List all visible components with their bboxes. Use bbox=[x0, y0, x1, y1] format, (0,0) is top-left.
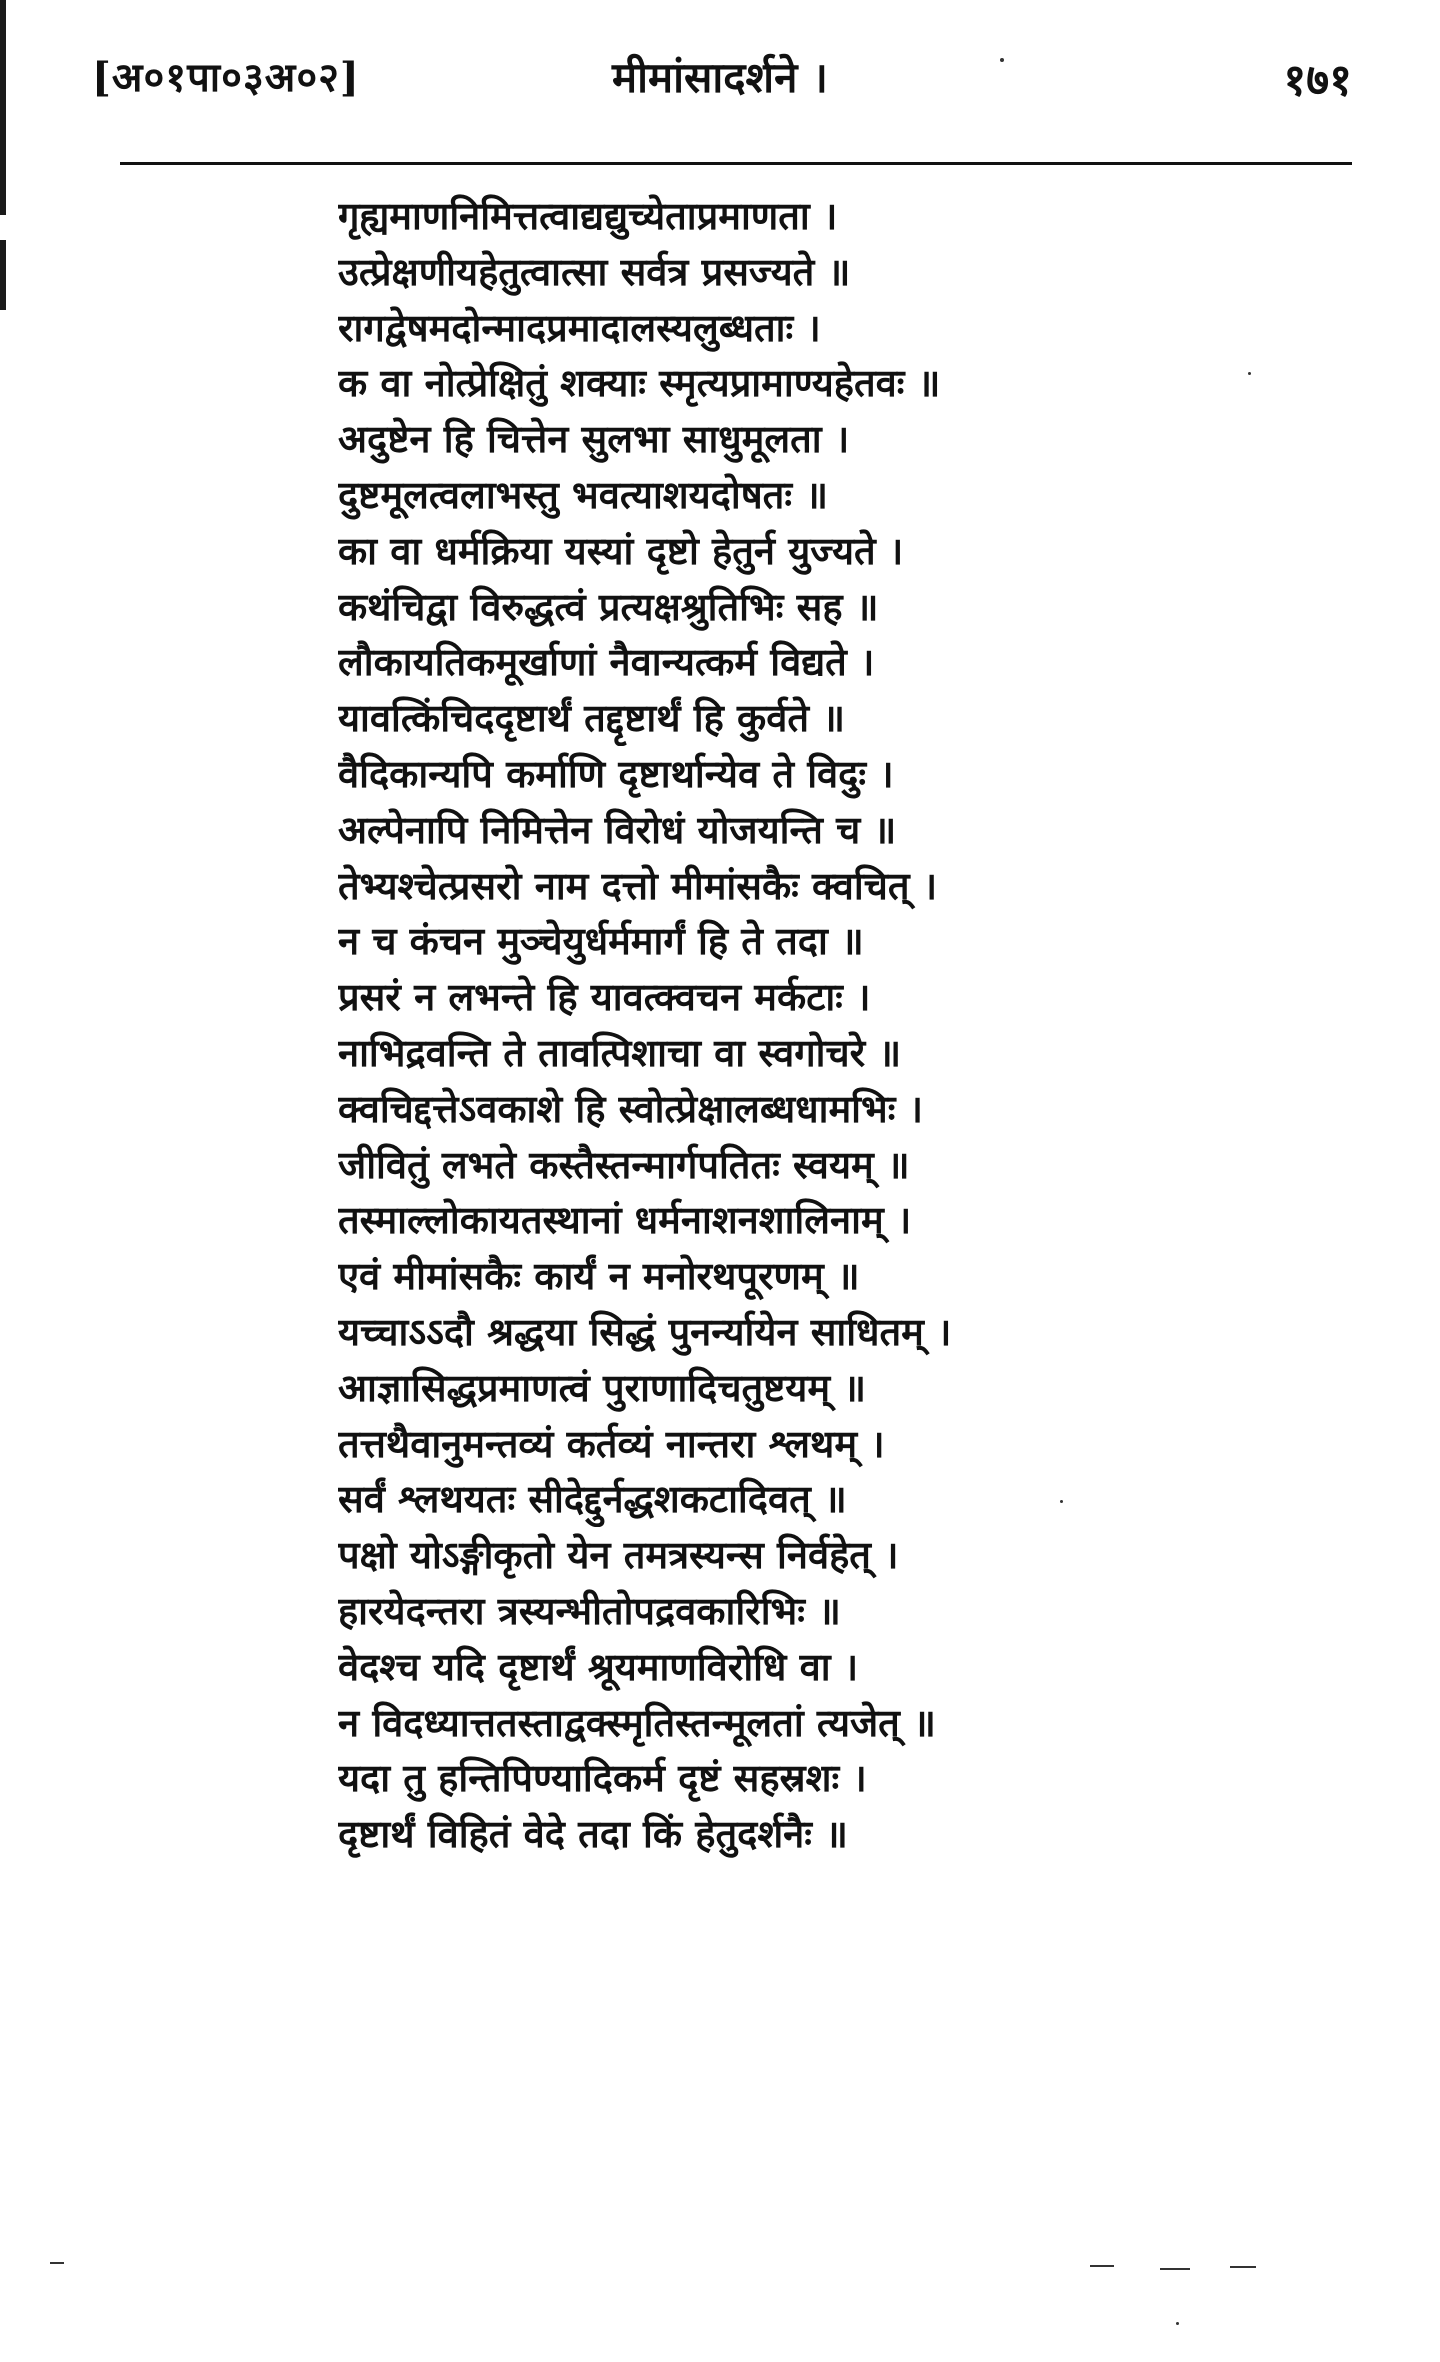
verse-line: दुष्टमूलत्वलाभस्तु भवत्याशयदोषतः ॥ bbox=[338, 471, 828, 517]
verse-line: तेभ्यश्चेत्प्रसरो नाम दत्तो मीमांसकैः क्वचित् । bbox=[338, 862, 938, 908]
verse-line: पक्षो योऽङ्गीकृतो येन तमत्रस्यन्स निर्वहेत् । bbox=[338, 1532, 899, 1578]
scan-speck bbox=[1248, 372, 1251, 375]
verse-line: न च कंचन मुञ्चेयुर्धर्ममार्गं हि ते तदा ॥ bbox=[338, 918, 864, 964]
verse-line: यच्चाऽऽदौ श्रद्धया सिद्धं पुनर्न्यायेन साधितम् । bbox=[338, 1308, 952, 1354]
verse-line: वैदिकान्यपि कर्माणि दृष्टार्थान्येव ते विदुः । bbox=[338, 750, 894, 796]
verse-line: क्वचिद्दत्तेऽवकाशे हि स्वोत्प्रेक्षालब्धधामभिः । bbox=[338, 1085, 924, 1131]
scan-edge-notch bbox=[0, 240, 12, 310]
scan-speck bbox=[1176, 2322, 1179, 2325]
chapter-reference: [अ०१पा०३अ०२] bbox=[92, 54, 360, 101]
verse-line: वेदश्च यदि दृष्टार्थं श्रूयमाणविरोधि वा । bbox=[338, 1643, 859, 1689]
verse-line: अल्पेनापि निमित्तेन विरोधं योजयन्ति च ॥ bbox=[338, 806, 897, 852]
verse-line: अदुष्टेन हि चित्तेन सुलभा साधुमूलता । bbox=[338, 416, 850, 462]
scan-speck bbox=[1230, 2266, 1256, 2268]
verse-line: यदा तु हन्तिपिण्यादिकर्म दृष्टं सहस्रशः । bbox=[338, 1755, 867, 1801]
verse-line: नाभिद्रवन्ति ते तावत्पिशाचा वा स्वगोचरे ॥ bbox=[338, 1029, 902, 1075]
verse-line: यावत्किंचिददृष्टार्थं तद्दृष्टार्थं हि कुर्वते ॥ bbox=[338, 695, 845, 741]
scan-speck bbox=[1160, 2268, 1190, 2270]
scan-speck bbox=[1060, 1500, 1063, 1503]
verse-list bbox=[338, 188, 1398, 1862]
verse-line: कथंचिद्वा विरुद्धत्वं प्रत्यक्षश्रुतिभिः सह ॥ bbox=[338, 583, 879, 629]
verse-line: प्रसरं न लभन्ते हि यावत्क्वचन मर्कटाः । bbox=[338, 974, 871, 1020]
verse-line: रागद्वेषमदोन्मादप्रमादालस्यलुब्धताः । bbox=[338, 304, 821, 350]
page-header bbox=[0, 40, 1440, 120]
verse-line: तत्तथैवानुमन्तव्यं कर्तव्यं नान्तरा श्लथम् । bbox=[338, 1420, 885, 1466]
header-rule bbox=[120, 162, 1352, 165]
verse-line: एवं मीमांसकैः कार्यं न मनोरथपूरणम् ॥ bbox=[338, 1253, 860, 1299]
running-title: मीमांसादर्शने । bbox=[612, 53, 828, 102]
verse-line: सर्वं श्लथयतः सीदेद्दुर्नद्धशकटादिवत् ॥ bbox=[338, 1476, 847, 1522]
verse-line: हारयेदन्तरा त्रस्यन्भीतोपद्रवकारिभिः ॥ bbox=[338, 1587, 841, 1633]
verse-line: उत्प्रेक्षणीयहेतुत्वात्सा सर्वत्र प्रसज्यते ॥ bbox=[338, 248, 851, 294]
verse-line: जीवितुं लभते कस्तैस्तन्मार्गपतितः स्वयम् ॥ bbox=[338, 1141, 910, 1187]
verse-line: न विदध्यात्ततस्ताद्वक्स्मृतिस्तन्मूलतां त्यजेत् ॥ bbox=[338, 1699, 936, 1745]
verse-line: क वा नोत्प्रेक्षितुं शक्याः स्मृत्यप्रामाण्यहेतवः ॥ bbox=[338, 360, 941, 406]
scan-speck bbox=[50, 2262, 64, 2264]
scan-speck bbox=[1000, 58, 1004, 62]
verse-line: आज्ञासिद्धप्रमाणत्वं पुराणादिचतुष्टयम् ॥ bbox=[338, 1364, 867, 1410]
verse-line: का वा धर्मक्रिया यस्यां दृष्टो हेतुर्न युज्यते । bbox=[338, 527, 904, 573]
verse-line: तस्माल्लोकायतस्थानां धर्मनाशनशालिनाम् । bbox=[338, 1197, 912, 1243]
verse-line: गृह्यमाणनिमित्तत्वाद्यद्युच्येताप्रमाणता । bbox=[338, 193, 838, 238]
page-number: १७१ bbox=[1283, 55, 1352, 106]
scan-speck bbox=[1090, 2265, 1114, 2267]
verse-line: दृष्टार्थं विहितं वेदे तदा किं हेतुदर्शनैः ॥ bbox=[338, 1811, 848, 1857]
verse-line: लौकायतिकमूर्खाणां नैवान्यत्कर्म विद्यते । bbox=[338, 639, 875, 685]
